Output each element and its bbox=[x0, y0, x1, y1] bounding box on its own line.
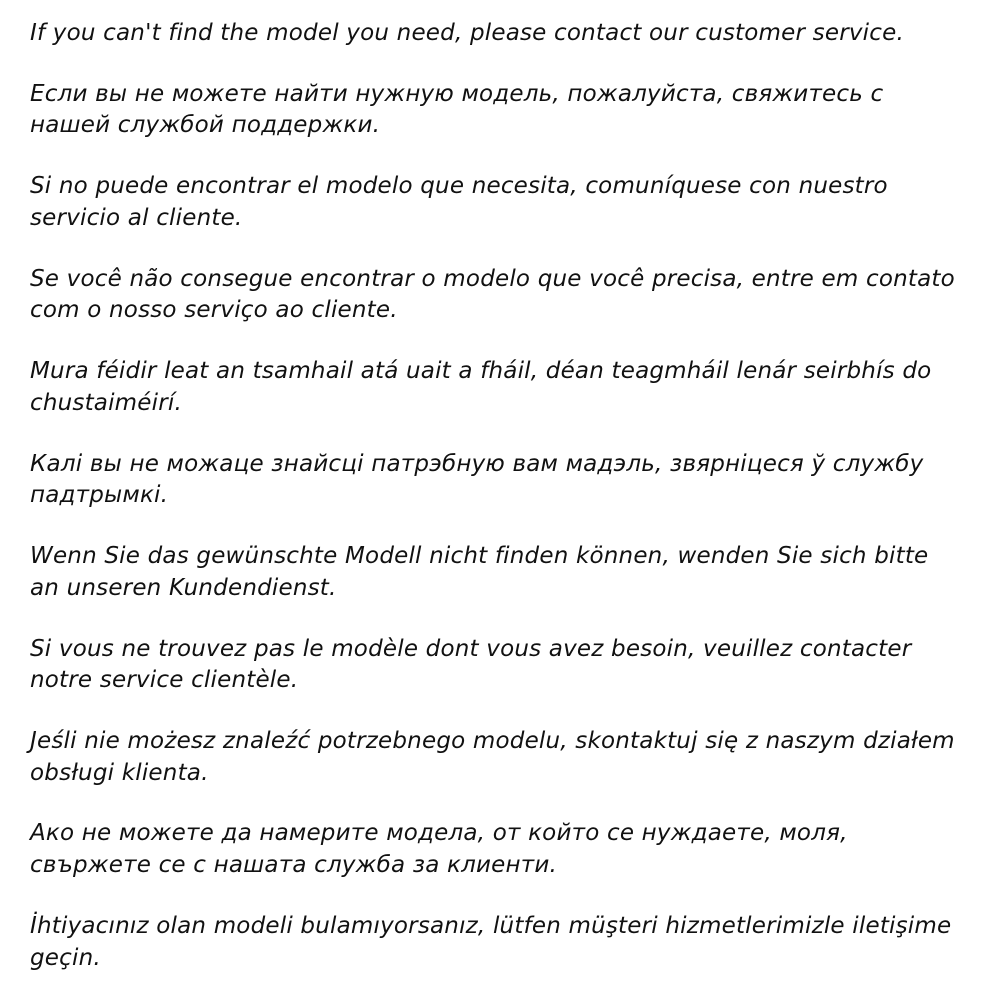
notice-paragraph-spanish: Si no puede encontrar el modelo que necesita, comuníquese con nuestro servicio al cliente. bbox=[30, 173, 888, 231]
notice-paragraph-bulgarian: Ако не можете да намерите модела, от който се нуждаете, моля, свържете се с нашата служба за клиенти. bbox=[30, 820, 848, 879]
notice-paragraph-turkish: İhtiyacınız olan modeli bulamıyorsanız, lütfen müşteri hizmetlerimizle iletişime geçin. bbox=[30, 912, 952, 971]
notice-paragraph-polish: Jeśli nie możesz znaleźć potrzebnego modelu, skontaktuj się z naszym działem obsługi klienta. bbox=[30, 728, 955, 786]
notice-paragraph-irish: Mura féidir leat an tsamhail atá uait a fháil, déan teagmháil lenár seirbhís do chustaiméirí. bbox=[30, 358, 932, 416]
notice-paragraph-english: If you can't find the model you need, please contact our customer service. bbox=[30, 20, 904, 46]
notice-paragraph-french: Si vous ne trouvez pas le modèle dont vous avez besoin, veuillez contacter notre service clientèle. bbox=[30, 635, 912, 694]
notice-paragraph-german: Wenn Sie das gewünschte Modell nicht finden können, wenden Sie sich bitte an unseren Kundendienst. bbox=[30, 543, 929, 601]
notice-paragraph-belarusian: Калі вы не можаце знайсці патрэбную вам мадэль, звярніцеся ў службу падтрымкі. bbox=[30, 450, 924, 509]
notice-paragraph-russian: Если вы не можете найти нужную модель, пожалуйста, свяжитесь с нашей службой поддержки. bbox=[30, 80, 884, 139]
notice-paragraph-portuguese: Se você não consegue encontrar o modelo que você precisa, entre em contato com o nosso serviço ao cliente. bbox=[30, 265, 955, 324]
